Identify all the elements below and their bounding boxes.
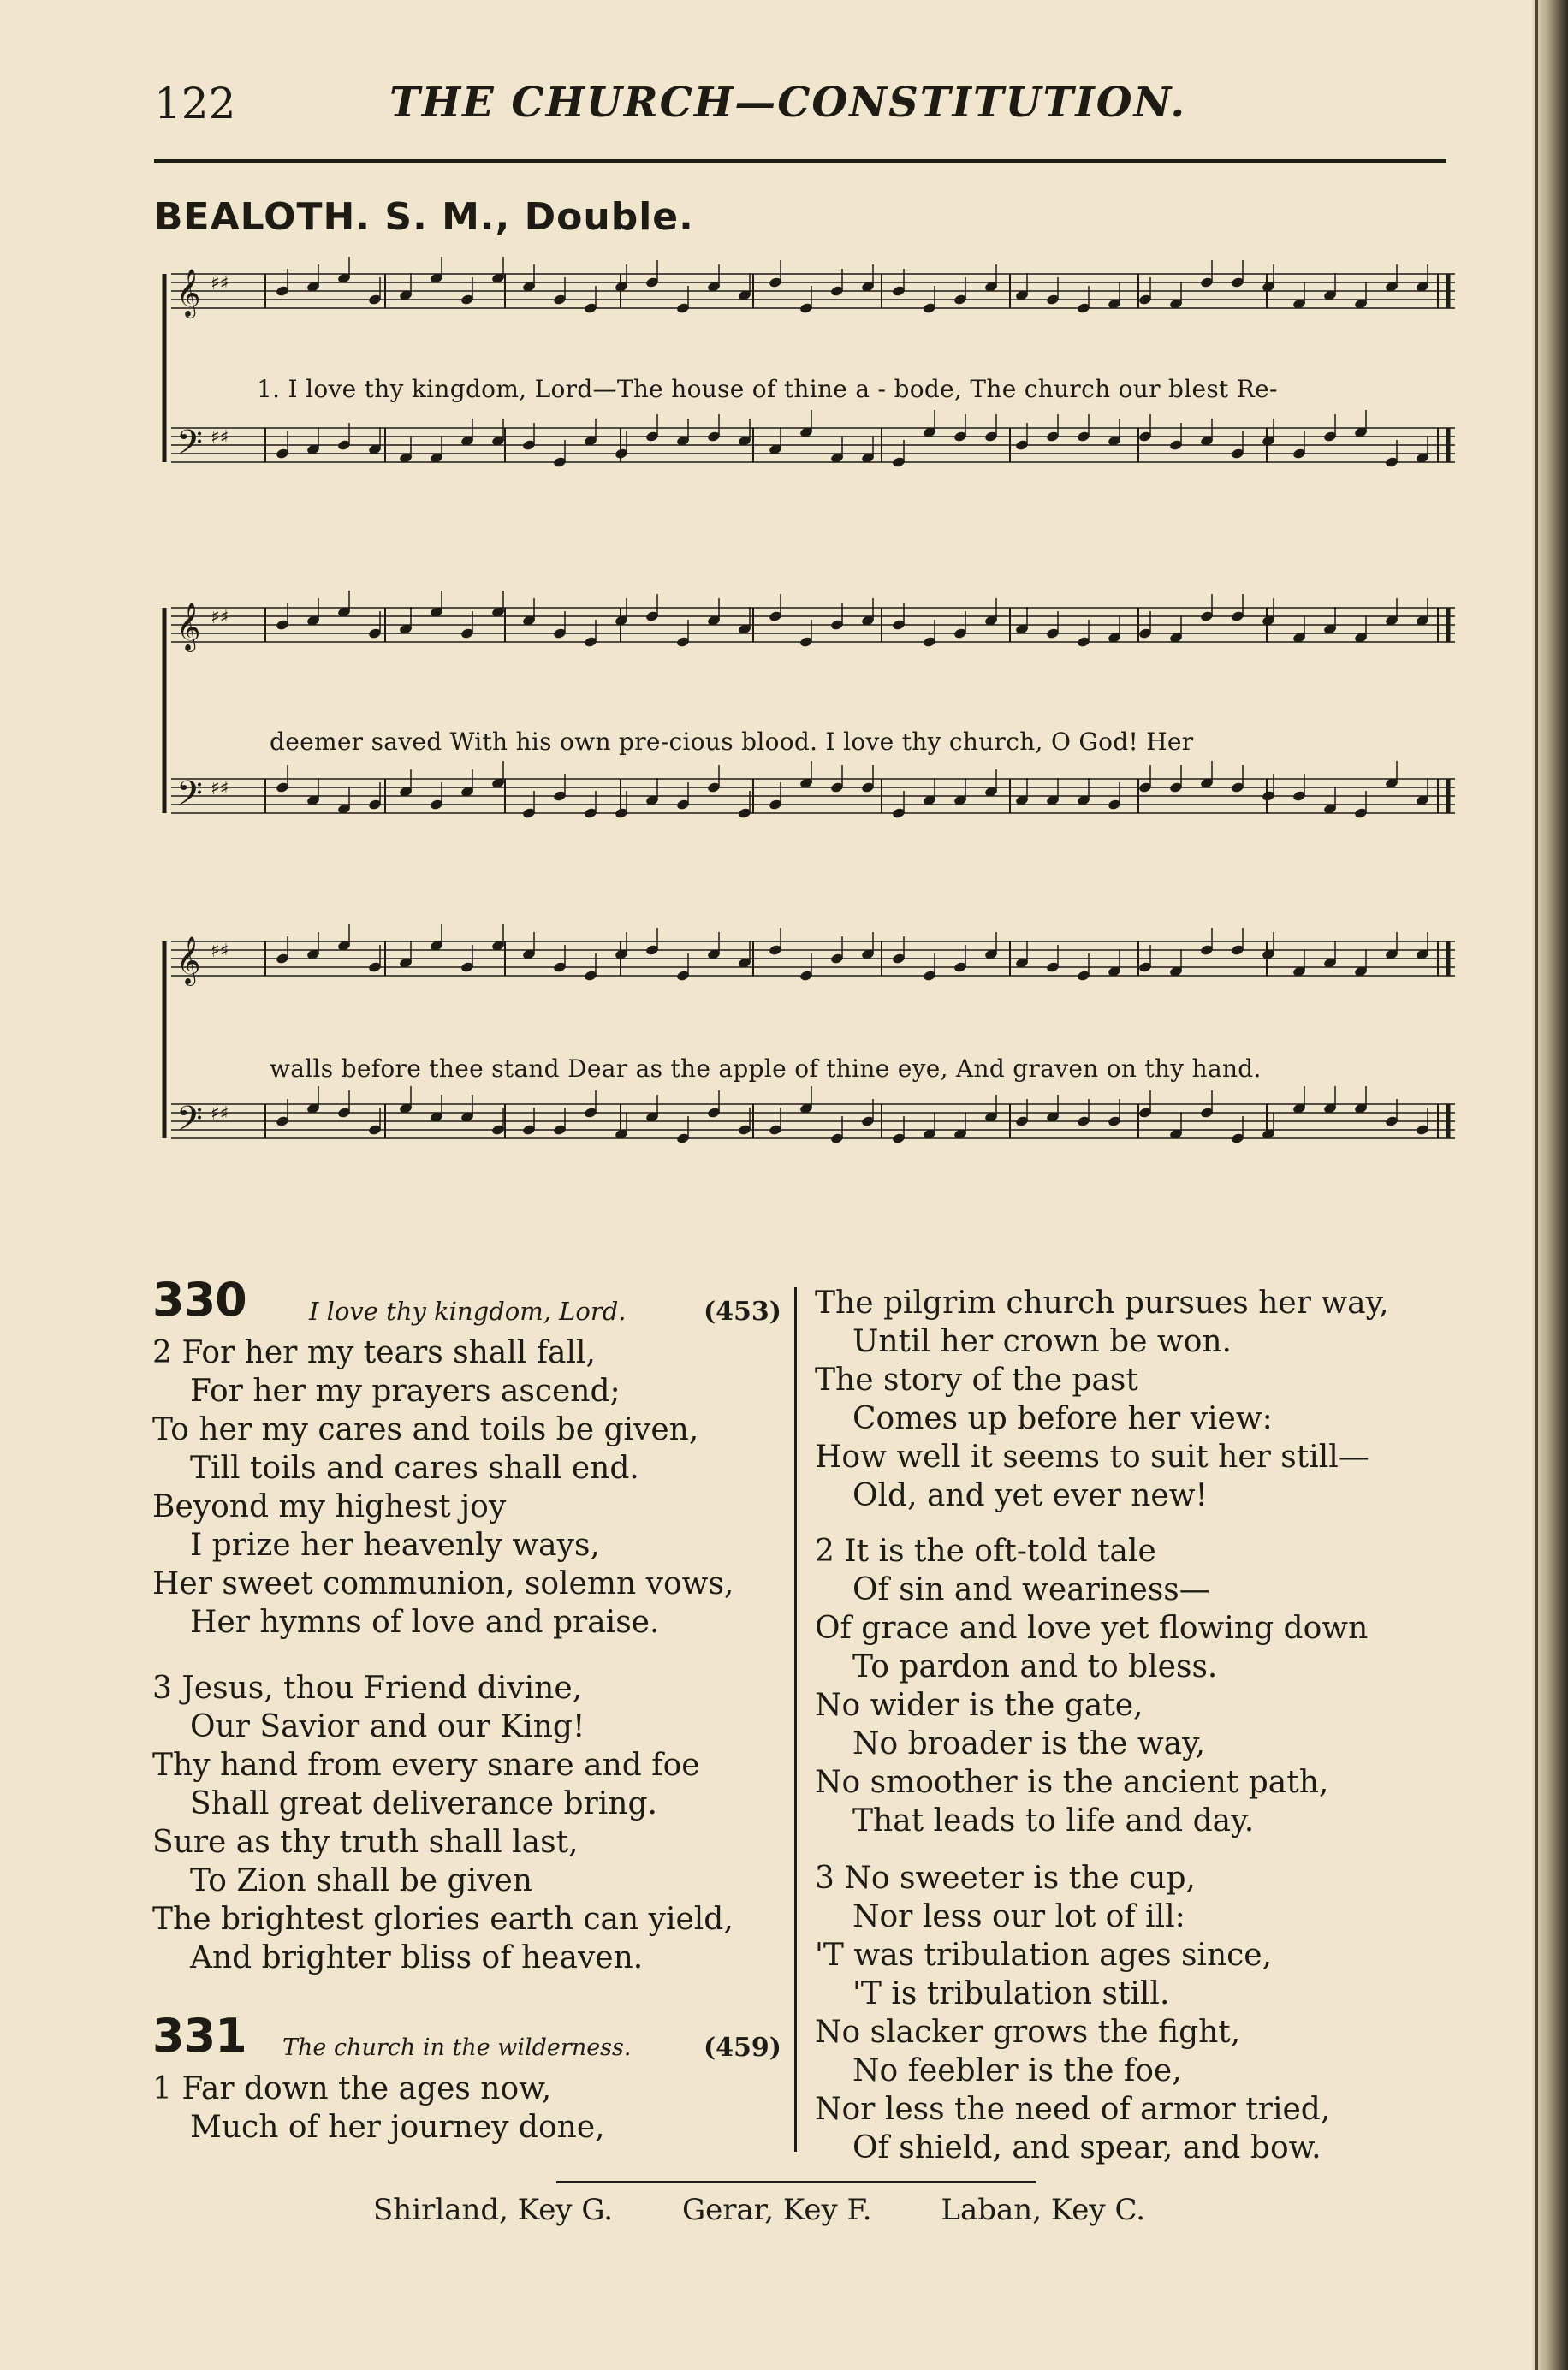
verse-line: The brightest glories earth can yield, (152, 1902, 734, 1937)
stanza (152, 1333, 781, 1642)
treble-clef-icon: 𝄞 (176, 603, 201, 650)
page-edge (1532, 0, 1568, 2370)
column-divider (794, 1287, 797, 2152)
verse-line: Comes up before her view: (852, 1401, 1273, 1436)
verse-line: That leads to life and day. (852, 1803, 1255, 1838)
verse-line: Much of her journey done, (190, 2110, 605, 2145)
key-signature-icon: ♯♯ (211, 778, 229, 799)
key-signature-icon: ♯♯ (211, 941, 229, 962)
verse-line: Till toils and cares shall end. (190, 1451, 639, 1486)
verse-line: Shall great deliverance bring. (190, 1786, 657, 1821)
key-signature-icon: ♯♯ (211, 427, 229, 448)
key-signature-icon: ♯♯ (211, 273, 229, 294)
verse-line: Until her crown be won. (852, 1324, 1232, 1359)
verse-line: 2 It is the oft-told tale (815, 1534, 1156, 1569)
stanza (815, 1284, 1448, 1515)
stanza (152, 2070, 781, 2147)
left-column (152, 1273, 781, 2147)
verse-line: To her my cares and toils be given, (152, 1412, 699, 1447)
hymn-heading (152, 1273, 781, 1333)
staff (171, 257, 1455, 318)
verse-line: 3 No sweeter is the cup, (815, 1861, 1196, 1896)
verse-line: Old, and yet ever new! (852, 1478, 1209, 1513)
verse-line: No wider is the gate, (815, 1688, 1143, 1723)
verse-line: To pardon and to bless. (852, 1649, 1218, 1684)
footer-tune: Laban, Key C. (941, 2193, 1146, 2227)
lyric-line-1: 1. I love thy kingdom, Lord—The house of thine a - bode, The church our blest Re- (257, 375, 1278, 403)
stanza (815, 1859, 1448, 2167)
hymn-number: 331 (152, 2009, 246, 2063)
music-system-2 (154, 591, 1455, 907)
hymn-number: 330 (152, 1273, 246, 1327)
verse-line: Thy hand from every snare and foe (152, 1748, 700, 1783)
verse-line: No smoother is the ancient path, (815, 1765, 1329, 1800)
staff (171, 1086, 1455, 1147)
staff (171, 924, 1455, 986)
verse-line: 2 For her my tears shall fall, (152, 1335, 596, 1370)
verse-line: Our Savior and our King! (190, 1709, 585, 1744)
verse-line: The pilgrim church pursues her way, (815, 1286, 1389, 1321)
verse-line: No feebler is the foe, (852, 2053, 1182, 2088)
footer-tune: Gerar, Key F. (681, 2193, 872, 2227)
footer-tunes (373, 2193, 1205, 2227)
lyric-line-2: deemer saved With his own pre-cious blood. I love thy church, O God! Her (270, 728, 1194, 756)
verse-line: How well it seems to suit her still— (815, 1440, 1369, 1475)
verse-line: I prize her heavenly ways, (190, 1528, 600, 1563)
verse-line: Nor less our lot of ill: (852, 1899, 1185, 1934)
verse-line: Of sin and weariness— (852, 1572, 1210, 1607)
verse-line: For her my prayers ascend; (190, 1374, 621, 1409)
music-staves-1 (154, 257, 1455, 573)
verse-line: 'T was tribulation ages since, (815, 1938, 1273, 1973)
hymn-330 (152, 1273, 781, 1977)
verse-line: 1 Far down the ages now, (152, 2071, 552, 2106)
verse-line: No slacker grows the fight, (815, 2015, 1241, 2050)
treble-clef-icon: 𝄞 (176, 269, 201, 317)
staff (171, 591, 1455, 652)
verse-line: To Zion shall be given (190, 1863, 532, 1898)
right-column (815, 1284, 1448, 2167)
lyric-line-3: walls before thee stand Dear as the apple of thine eye, And graven on thy hand. (270, 1054, 1262, 1083)
page-number: 122 (154, 79, 236, 128)
music-system-1 (154, 257, 1455, 573)
music-system-3 (154, 924, 1455, 1233)
verse-line: Of shield, and spear, and bow. (852, 2130, 1322, 2165)
verse-line: Her hymns of love and praise. (190, 1605, 660, 1640)
key-signature-icon: ♯♯ (211, 1103, 229, 1125)
stanza (152, 1669, 781, 1977)
hymn-title: I love thy kingdom, Lord. (309, 1297, 627, 1326)
footer-rule (556, 2181, 1036, 2183)
hymn-331 (152, 2009, 781, 2147)
key-signature-icon: ♯♯ (211, 607, 229, 628)
verse-line: Beyond my highest joy (152, 1489, 507, 1524)
hymn-title: The church in the wilderness. (282, 2034, 632, 2061)
stanza (815, 1532, 1448, 1840)
page-header (154, 79, 1446, 139)
bass-clef-icon: 𝄢 (176, 1099, 203, 1147)
tune-title: BEALOTH. S. M., Double. (154, 195, 694, 239)
verse-line: Of grace and love yet flowing down (815, 1611, 1369, 1646)
verse-line: Nor less the need of armor tried, (815, 2092, 1331, 2127)
hymn-heading (152, 2009, 781, 2070)
verse-line: Sure as thy truth shall last, (152, 1825, 579, 1860)
verse-line: 'T is tribulation still. (852, 1976, 1170, 2011)
verse-line: Her sweet communion, solemn vows, (152, 1566, 734, 1601)
staff (171, 410, 1455, 471)
running-title: THE CHURCH—CONSTITUTION. (389, 79, 1187, 127)
verse-line: 3 Jesus, thou Friend divine, (152, 1671, 583, 1706)
hymn-reference: (459) (703, 2033, 781, 2063)
bass-clef-icon: 𝄢 (176, 774, 203, 822)
staff (171, 761, 1455, 822)
hymn-reference: (453) (703, 1297, 781, 1327)
verse-line: No broader is the way, (852, 1726, 1206, 1761)
bass-clef-icon: 𝄢 (176, 423, 203, 471)
header-rule (154, 159, 1446, 163)
verse-line: And brighter bliss of heaven. (190, 1940, 644, 1975)
footer-tune: Shirland, Key G. (373, 2193, 614, 2227)
verse-line: The story of the past (815, 1363, 1138, 1398)
treble-clef-icon: 𝄞 (176, 936, 201, 984)
